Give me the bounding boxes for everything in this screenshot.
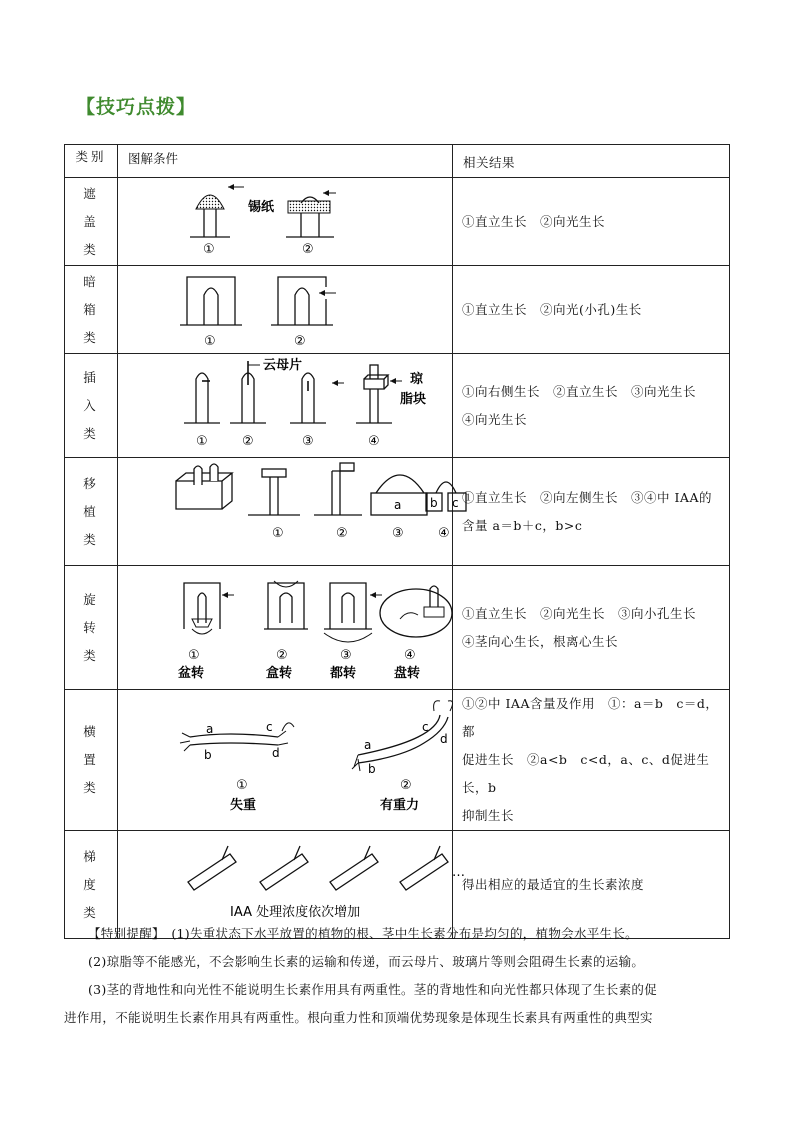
row-category: 遮盖类 — [83, 185, 99, 257]
gradient-caption: IAA 处理浓度依次增加 — [230, 904, 361, 920]
label-1: ① — [203, 241, 215, 257]
label-mica: 云母片 — [263, 357, 303, 373]
label-2: ② — [276, 647, 288, 663]
row-category: 横置类 — [83, 724, 99, 795]
label-foil: 锡纸 — [248, 199, 275, 215]
label-b2: b — [368, 762, 376, 776]
row-result-line: 促进生长 ②a<b c<d，a、c、d促进生长，b — [462, 752, 710, 795]
label-1: ① — [204, 333, 216, 349]
label-3: ③ — [392, 525, 404, 541]
label-b: b — [430, 495, 438, 510]
row-result-line: ①直立生长 ②向光生长 ③向小孔生长 — [462, 605, 697, 621]
row-result: ①直立生长 ②向光(小孔)生长 — [462, 301, 642, 317]
row-category: 暗箱类 — [83, 273, 99, 345]
label-2: ② — [294, 333, 306, 349]
label-4: ④ — [368, 433, 380, 449]
header-result: 相关结果 — [453, 145, 730, 178]
label-2: ② — [400, 778, 412, 793]
tin-foil — [288, 201, 330, 213]
row-result-line: ④向光生长 — [462, 411, 528, 427]
table-row — [65, 178, 730, 266]
section-heading: 【技巧点拨】 — [76, 96, 197, 118]
label-gravity: 有重力 — [380, 798, 420, 813]
label-2: ② — [302, 241, 314, 257]
table-row — [65, 266, 730, 354]
table-row — [65, 354, 730, 458]
label-1: ① — [188, 647, 200, 663]
coleoptile-tip-cover — [196, 195, 224, 209]
row-category: 插入类 — [83, 369, 99, 441]
label-2: ② — [336, 525, 348, 541]
label-4: ④ — [438, 525, 450, 541]
header-diagram: 图解条件 — [118, 145, 453, 178]
notes-section — [64, 920, 732, 1032]
label-a: a — [206, 722, 214, 736]
row-result-line: ①直立生长 ②向左侧生长 ③④中 IAA的 — [462, 489, 712, 505]
label-c2: c — [422, 720, 429, 734]
table-row — [65, 458, 730, 566]
row-category: 移植类 — [83, 475, 99, 547]
label-4: ④ — [404, 647, 416, 663]
label-c: c — [266, 720, 273, 734]
label-d2: d — [440, 732, 448, 746]
table-row — [65, 690, 730, 831]
label-1: ① — [196, 433, 208, 449]
label-disk-rotate: 盘转 — [394, 665, 421, 681]
row-result: ①直立生长 ②向光生长 — [462, 213, 606, 229]
label-pot-rotate: 盆转 — [178, 665, 205, 681]
tips-table — [64, 144, 730, 939]
row-result-line: ④茎向心生长，根离心生长 — [462, 633, 619, 649]
label-b: b — [204, 748, 212, 762]
note-line: 【特别提醒】 (1)失重状态下水平放置的植物的根、茎中生长素分布是均匀的，植物会水平生长。 — [88, 926, 638, 941]
label-a2: a — [364, 738, 372, 752]
rotation-diagram — [118, 567, 442, 689]
label-1: ① — [272, 525, 284, 541]
label-3: ③ — [340, 647, 352, 663]
label-1: ① — [236, 778, 248, 793]
label-a: a — [394, 497, 402, 512]
ellipsis: … — [452, 864, 465, 880]
transplant-diagram — [118, 459, 459, 565]
row-category: 旋转类 — [83, 591, 99, 663]
label-3: ③ — [302, 433, 314, 449]
dark-box-diagram — [118, 267, 442, 353]
note-line: (3)茎的背地性和向光性不能说明生长素作用具有两重性。茎的背地性和向光性都只体现了生长素的促 — [88, 982, 658, 997]
label-box-rotate: 盒转 — [266, 665, 293, 681]
row-result: 得出相应的最适宜的生长素浓度 — [462, 876, 645, 892]
note-line: (2)琼脂等不能感光，不会影响生长素的运输和传递，而云母片、玻璃片等则会阻碍生长素的运输。 — [88, 954, 645, 969]
table-header-row — [65, 145, 730, 178]
note-line: 进作用，不能说明生长素作用具有两重性。根向重力性和顶端优势现象是体现生长素具有两重性的典型实 — [64, 1010, 653, 1025]
label-weightless: 失重 — [230, 798, 257, 813]
header-category: 类别 — [65, 145, 118, 178]
label-c: c — [452, 495, 459, 510]
label-2: ② — [242, 433, 254, 449]
row-result-line: ①向右侧生长 ②直立生长 ③向光生长 — [462, 383, 697, 399]
label-agar-2: 脂块 — [400, 391, 427, 407]
insertion-diagram — [118, 355, 442, 457]
row-category: 梯度类 — [83, 848, 99, 920]
horizontal-diagram — [118, 697, 448, 823]
row-result-line: ①②中 IAA含量及作用 ①：a＝b c＝d，都 — [462, 696, 719, 739]
row-result-line: 抑制生长 — [462, 808, 515, 823]
label-d: d — [272, 746, 280, 760]
label-both-rotate: 都转 — [330, 665, 357, 681]
row-result-line: 含量 a＝b＋c，b>c — [462, 517, 583, 533]
label-agar-1: 琼 — [410, 371, 424, 387]
cover-diagram — [118, 179, 442, 265]
table-row — [65, 566, 730, 690]
